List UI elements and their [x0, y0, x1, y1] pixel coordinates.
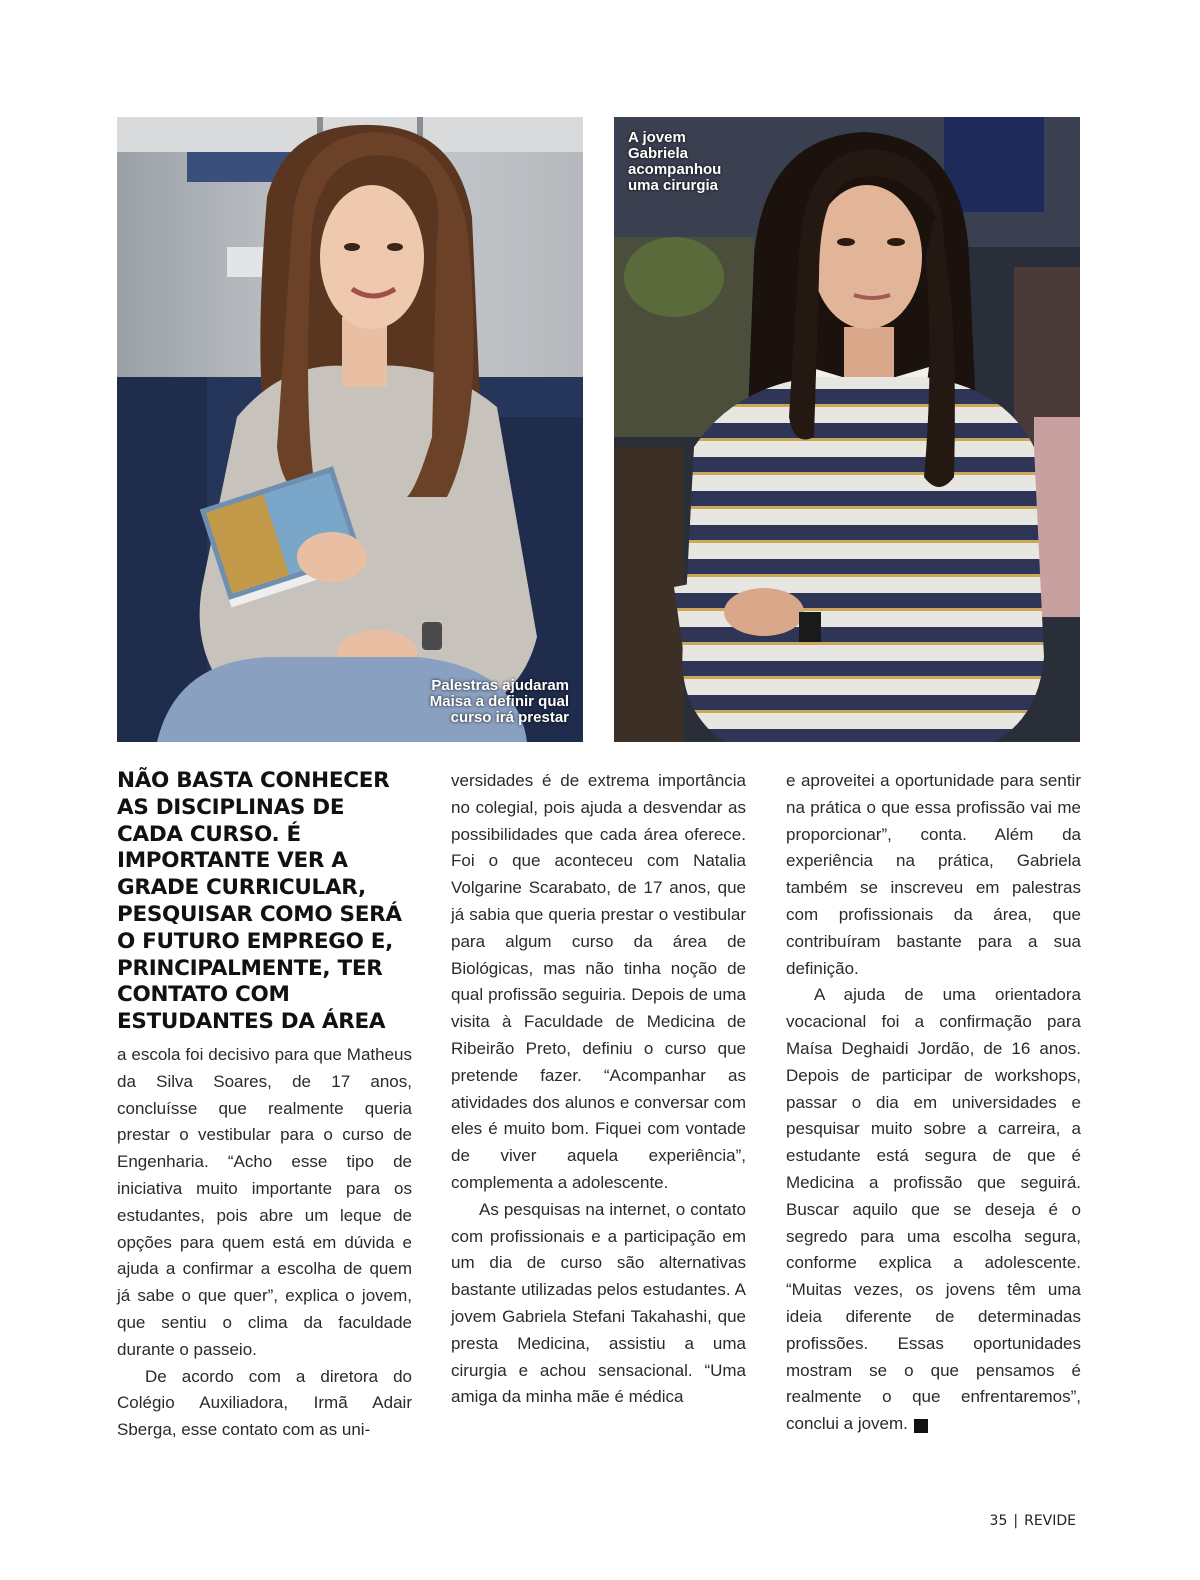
photo-gabriela-caption: A jovem Gabriela acompanhou uma cirurgia [628, 129, 722, 194]
paragraph: De acordo com a diretora do Colégio Auxiliadora, Irmã Adair Sberga, esse contato com as uni- [117, 1366, 412, 1440]
photo-gabriela [614, 117, 1080, 742]
paragraph: As pesquisas na internet, o contato com profissionais e a participação em um dia de curso são alternativas bastante utilizadas pelos estudantes. A jovem Gabriela Stefani Takahashi, que presta Medicina, assistiu a uma cirurgia e achou sensacional. “Uma amiga da minha mãe é médica [451, 1199, 746, 1407]
paragraph: versidades é de extrema importância no colegial, pois ajuda a desvendar as possibilidades que cada área oferece. Foi o que aconteceu com Natalia Volgarine Scarabato, de 17 anos, que já sabia que queria prestar o vestibular para algum curso da área de Biológicas, mas não tinha noção de qual profissão seguiria. Depois de uma visita à Faculdade de Medicina de Ribeirão Preto, definiu o curso que pretende fazer. “Acompanhar as atividades dos alunos e conversar com eles é muito bom. Fiquei com vontade de viver aquela experiência”, complementa a adolescente. [451, 771, 746, 1192]
photo-maisa-illustration [117, 117, 583, 742]
paragraph-final [786, 982, 1081, 1438]
article-column-1 [117, 768, 412, 1444]
page-footer [990, 1513, 1076, 1529]
article-column-2 [451, 768, 746, 1411]
paragraph-text: A ajuda de uma orientadora vocacional foi a confirmação para Maísa Deghaidi Jordão, de 16 anos. Depois de participar de workshops, passar o dia em universidades e pesquisar muito sobre a carreira, a estudante está segura de que é Medicina a profissão que seguirá. Buscar aquilo que se deseja é o segredo para uma escolha segura, conforme explica a adolescente. “Muitas vezes, os jovens têm uma ideia diferente de determinadas profissões. Essas oportunidades mostram se o que pensamos é realmente o que enfrentaremos”, conclui a jovem. [786, 985, 1081, 1434]
photo-gabriela-illustration [614, 117, 1080, 742]
paragraph: a escola foi decisivo para que Matheus da Silva Soares, de 17 anos, concluísse que realmente queria prestar o vestibular para o curso de Engenharia. “Acho esse tipo de iniciativa muito importante para os estudantes, pois abre um leque de opções para quem está em dúvida e ajuda a confirmar a escolha de quem já sabe o que quer”, explica o jovem, que sentiu o clima da faculdade durante o passeio. [117, 1044, 412, 1359]
magazine-name: REVIDE [1024, 1513, 1076, 1529]
end-mark-icon: r [914, 1419, 928, 1433]
photo-maisa [117, 117, 583, 742]
photo-maisa-caption: Palestras ajudaram Maisa a definir qual curso irá prestar [429, 677, 569, 726]
pull-quote: NÃO BASTA CONHECER AS DISCIPLINAS DE CADA CURSO. É IMPORTANTE VER A GRADE CURRICULAR, PESQUISAR COMO SERÁ O FUTURO EMPREGO E, PRINCIPALMENTE, TER CONTATO COM ESTUDANTES DA ÁREA [117, 768, 402, 1035]
article-column-3 [786, 768, 1081, 1438]
paragraph: e aproveitei a oportunidade para sentir na prática o que essa profissão vai me proporcionar”, conta. Além da experiência na prática, Gabriela também se inscreveu em palestras com profissionais da área, que contribuíram bastante para a sua definição. [786, 771, 1081, 978]
page-number: 35 [989, 1513, 1008, 1529]
footer-separator: | [1013, 1513, 1019, 1529]
